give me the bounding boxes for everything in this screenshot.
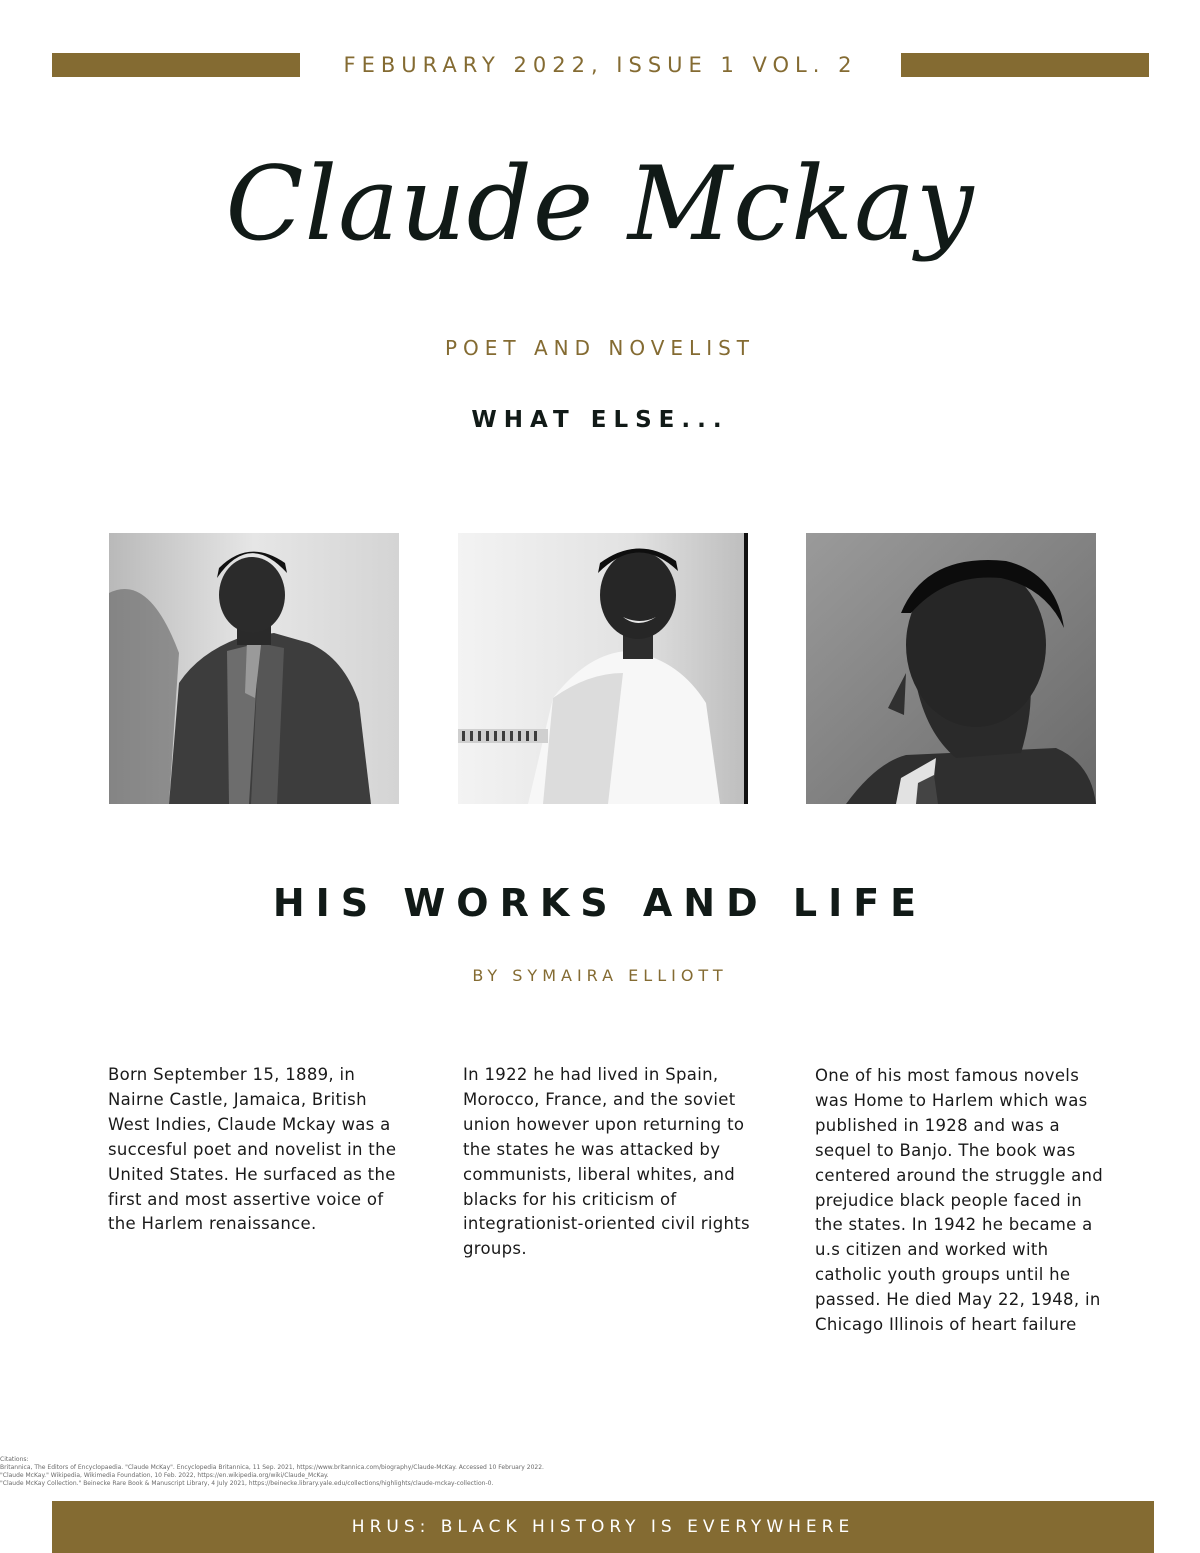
article-column-1: Born September 15, 1889, in Nairne Castle, Jamaica, British West Indies, Claude Mckay was a succesful poet and novelist in the United States. He surfaced as the first and most assertive voice of the Harlem renaissance. xyxy=(108,1065,397,1234)
citation-entry: "Claude McKay Collection." Beinecke Rare Book & Manuscript Library, 4 July 2021, https://beinecke.library.yale.edu/collections/highlights/claude-mckay-collection-0. xyxy=(0,1480,494,1487)
issue-line: FEBURARY 2022, ISSUE 1 VOL. 2 xyxy=(343,53,858,77)
footer-text: HRUS: BLACK HISTORY IS EVERYWHERE xyxy=(351,1517,855,1537)
portrait-photo-3 xyxy=(806,533,1096,804)
citation-entry: Britannica, The Editors of Encyclopaedia. "Claude McKay". Encyclopedia Britannica, 11 Sep. 2021, https://www.britannica.com/biography/Claude-McKay. Accessed 10 February 2022. xyxy=(0,1464,544,1471)
tagline: WHAT ELSE... xyxy=(471,407,729,433)
section-heading: HIS WORKS AND LIFE xyxy=(272,881,928,925)
subtitle: POET AND NOVELIST xyxy=(444,336,756,360)
portrait-photo-2 xyxy=(458,533,748,804)
article-column-3: One of his most famous novels was Home to Harlem which was published in 1928 and was a sequel to Banjo. The book was centered around the struggle and prejudice black people faced in the states. In 1942 he became a u.s citizen and worked with catholic youth groups until he passed. He died May 22, 1948, in Chicago Illinois of heart failure xyxy=(815,1066,1104,1335)
header-rule-left xyxy=(52,53,300,77)
page-title: Claude Mckay xyxy=(225,145,975,264)
citations xyxy=(0,1456,700,1488)
portrait-photo-1 xyxy=(109,533,399,804)
header-rule-right xyxy=(901,53,1149,77)
article-column-2: In 1922 he had lived in Spain, Morocco, France, and the soviet union however upon returning to the states he was attacked by communists, liberal whites, and blacks for his criticism of integrationist-oriented civil rights groups. xyxy=(463,1065,750,1259)
citation-entry: "Claude McKay." Wikipedia, Wikimedia Foundation, 10 Feb. 2022, https://en.wikipedia.org/wiki/Claude_McKay. xyxy=(0,1472,329,1479)
byline: BY SYMAIRA ELLIOTT xyxy=(472,966,728,985)
citations-label: Citations: xyxy=(0,1456,29,1463)
